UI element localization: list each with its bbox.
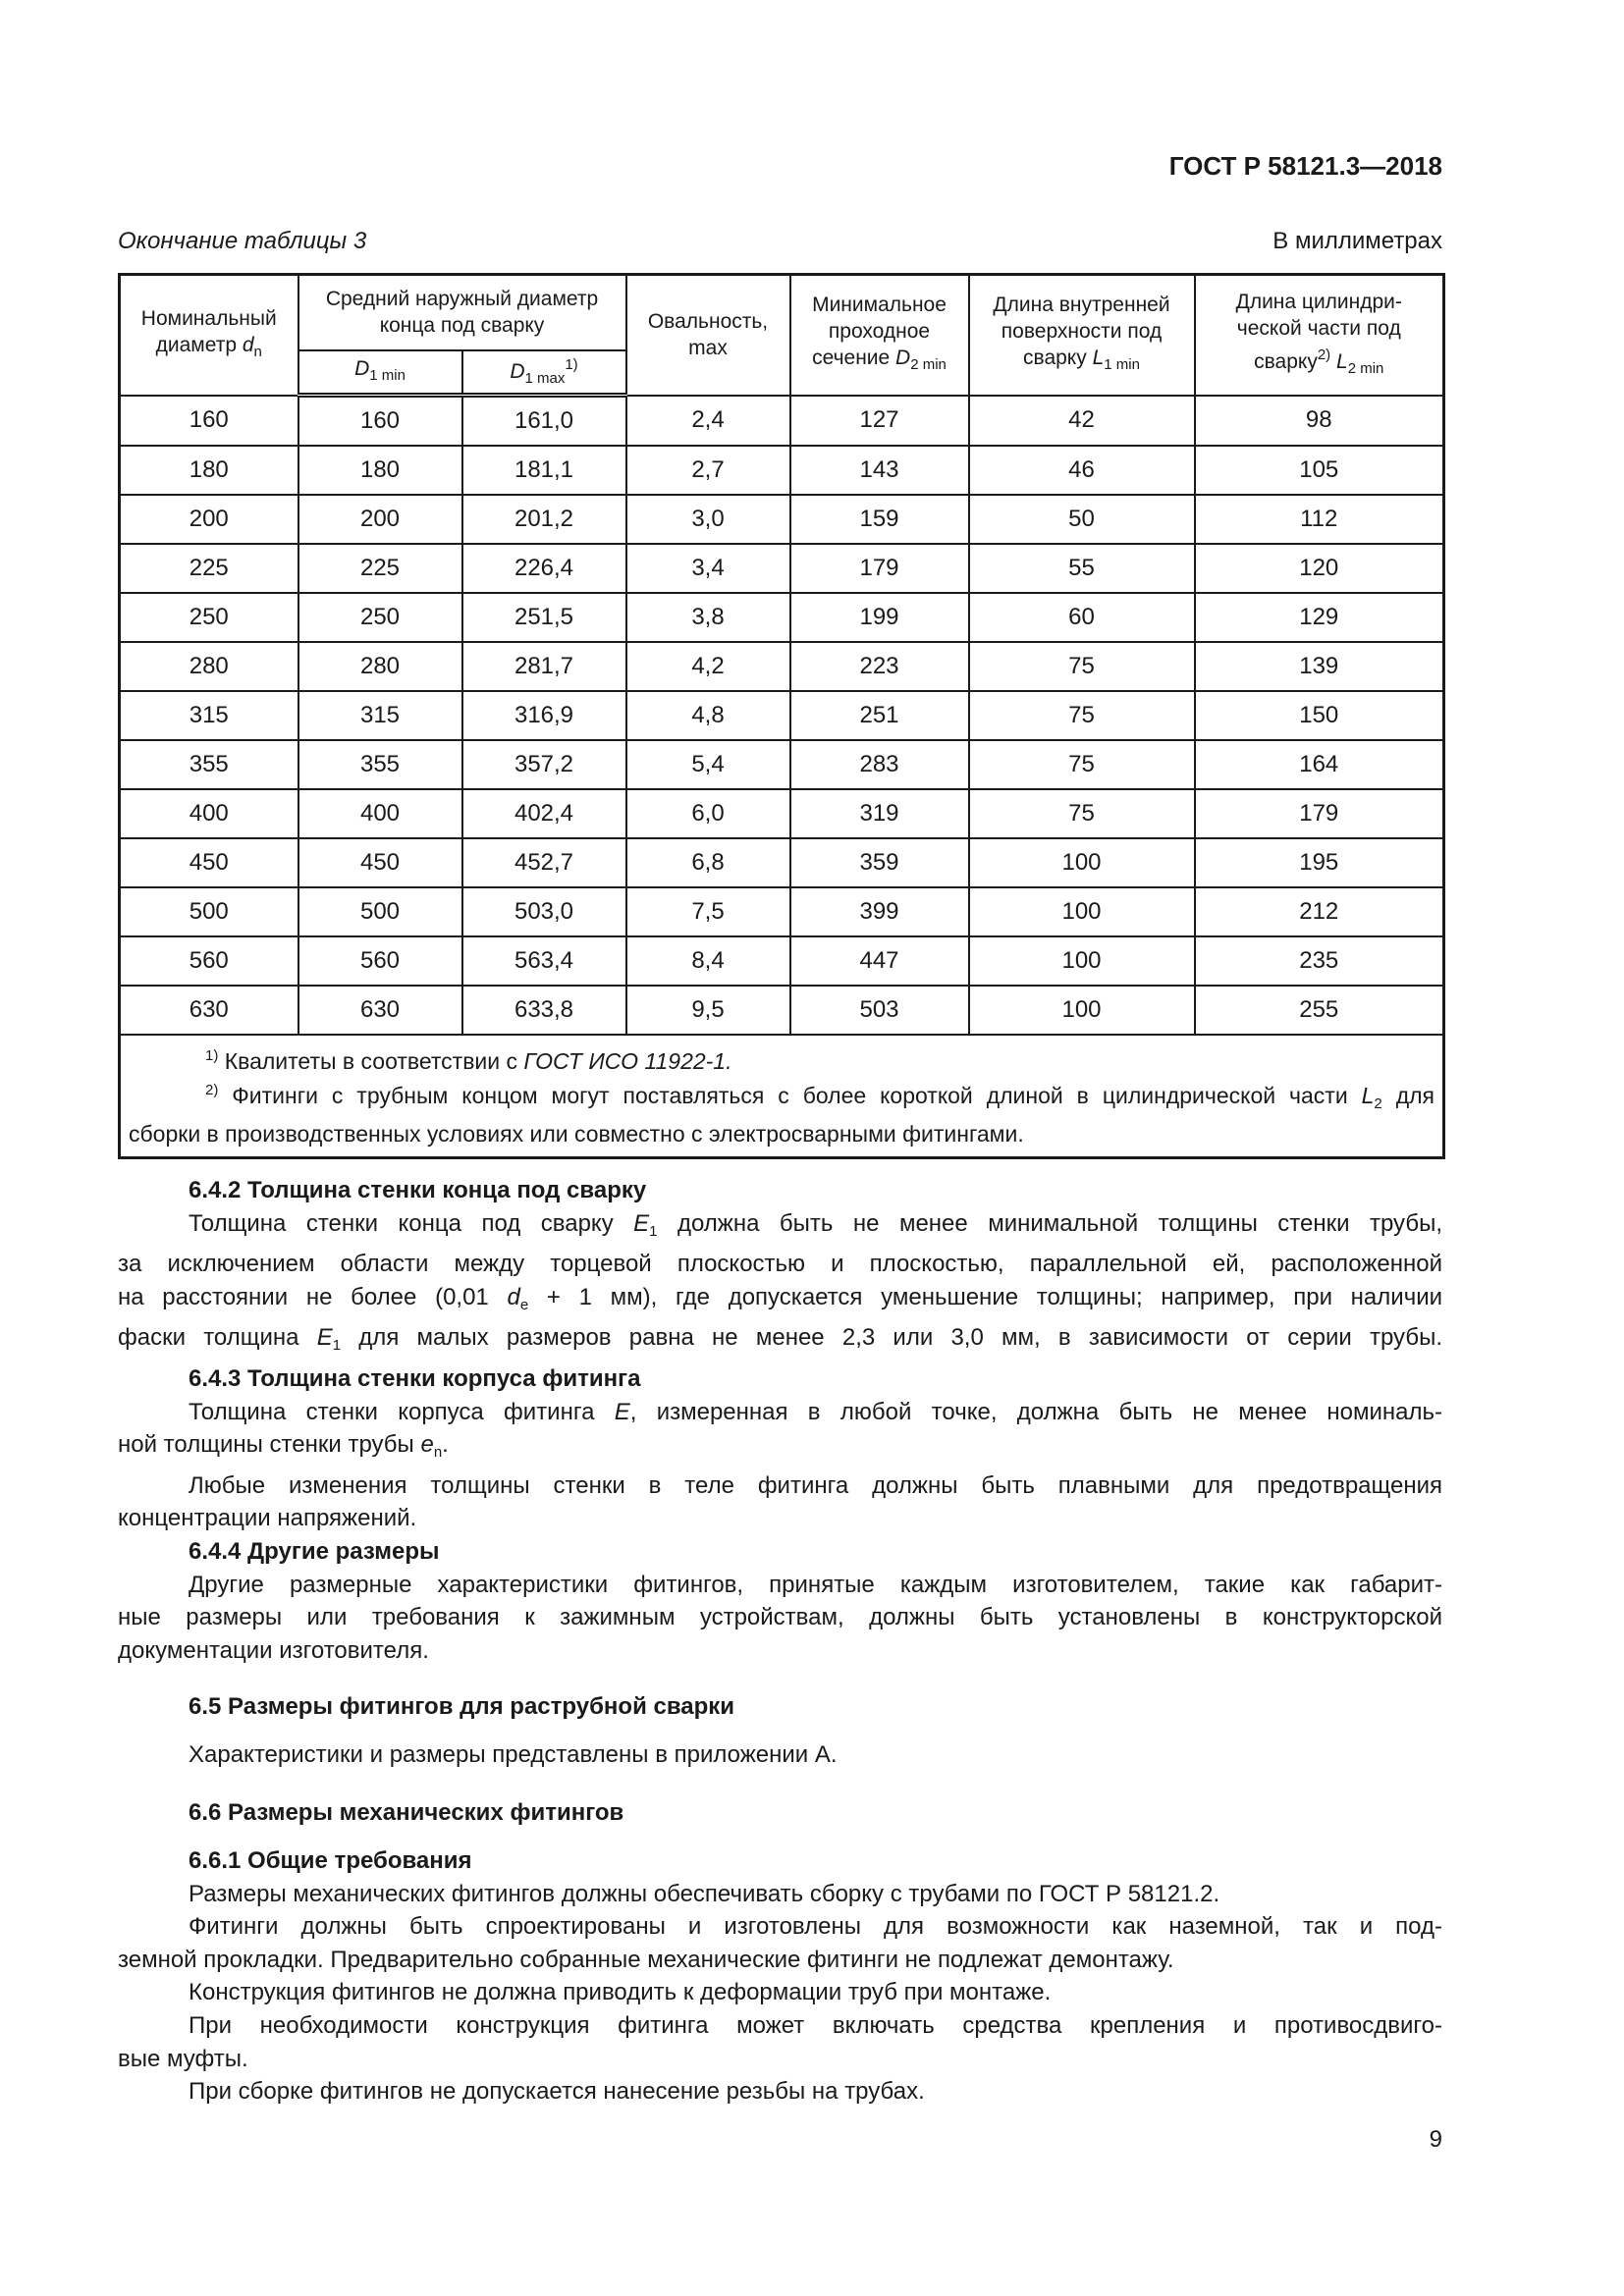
header-ovality: Овальность, max — [626, 275, 790, 396]
table-cell: 315 — [120, 691, 298, 740]
table-cell: 112 — [1195, 495, 1444, 544]
table-cell: 280 — [298, 642, 462, 691]
table-cell: 235 — [1195, 936, 1444, 986]
table-cell: 400 — [298, 789, 462, 838]
table-cell: 180 — [298, 446, 462, 495]
table-cell: 447 — [790, 936, 969, 986]
table-cell: 201,2 — [462, 495, 626, 544]
table-cell: 8,4 — [626, 936, 790, 986]
footnote-1: $^{1)}$ Квалитеты в соответствии с ГОСТ ИСО 11922-1. — [205, 1047, 732, 1074]
table-cell: 150 — [1195, 691, 1444, 740]
table-cell: 250 — [120, 593, 298, 642]
text-line: Размеры механических фитингов должны обеспечивать сборку с трубами по ГОСТ Р 58121.2. — [189, 1880, 1220, 1907]
text-line: Характеристики и размеры представлены в приложении А. — [189, 1740, 838, 1768]
table-cell: 127 — [790, 396, 969, 447]
table-cell: 630 — [120, 986, 298, 1035]
text-line: Толщина стенки конца под сварку $E_1$ должна быть не менее минимальной толщины стенки трубы, — [189, 1209, 1442, 1240]
text-line: Конструкция фитингов не должна приводить к деформации труб при монтаже. — [189, 1979, 1052, 2006]
table-caption: Окончание таблицы 3 — [118, 228, 367, 254]
table-cell: 105 — [1195, 446, 1444, 495]
table-cell: 503,0 — [462, 887, 626, 936]
table-cell: 50 — [969, 495, 1195, 544]
table-row — [120, 740, 1444, 789]
text-line: ной толщины стенки трубы $e_n$. — [118, 1431, 449, 1462]
units-label: В миллиметрах — [1272, 228, 1442, 254]
table-cell: 160 — [120, 396, 298, 447]
table-cell: 159 — [790, 495, 969, 544]
table-cell: 200 — [120, 495, 298, 544]
table-cell: 161,0 — [462, 396, 626, 447]
table-cell: 226,4 — [462, 544, 626, 593]
text-line: на расстоянии не более (0,01 $d_e + 1$ мм), где допускается уменьшение толщины; например, при наличии — [118, 1283, 1443, 1313]
table-cell: 46 — [969, 446, 1195, 495]
footnote-2: $^{2)}$ Фитинги с трубным концом могут поставляться с более короткой длиной в цилиндрической части $L_2$ для — [205, 1082, 1435, 1112]
table-cell: 281,7 — [462, 642, 626, 691]
table-cell: 5,4 — [626, 740, 790, 789]
section-heading-6-6-1: 6.6.1 Общие требования — [189, 1847, 472, 1875]
text-line: При необходимости конструкция фитинга может включать средства крепления и противосдвиго- — [189, 2012, 1442, 2040]
table-cell: 225 — [298, 544, 462, 593]
table-cell: 225 — [120, 544, 298, 593]
table-cell: 400 — [120, 789, 298, 838]
table-row — [120, 495, 1444, 544]
table-cell: 3,0 — [626, 495, 790, 544]
table-cell: 319 — [790, 789, 969, 838]
footnote-2-continued: сборки в производственных условиях или совместно с электросварными фитингами. — [129, 1121, 1024, 1147]
table-cell: 75 — [969, 642, 1195, 691]
table-cell: 42 — [969, 396, 1195, 447]
table-cell: 75 — [969, 789, 1195, 838]
table-cell: 143 — [790, 446, 969, 495]
header-d1-min: $D_{1 min}$ — [298, 350, 462, 396]
text-line: Фитинги должны быть спроектированы и изготовлены для возможности как наземной, так и под- — [189, 1913, 1442, 1941]
table-cell: 180 — [120, 446, 298, 495]
table-cell: 120 — [1195, 544, 1444, 593]
table-cell: 399 — [790, 887, 969, 936]
table-cell: 6,8 — [626, 838, 790, 887]
table-cell: 179 — [790, 544, 969, 593]
text-line: Толщина стенки корпуса фитинга E, измеренная в любой точке, должна быть не менее номиналь- — [189, 1398, 1442, 1425]
table-cell: 560 — [298, 936, 462, 986]
table-cell: 450 — [120, 838, 298, 887]
text-line: земной прокладки. Предварительно собранные механические фитинги не подлежат демонтажу. — [118, 1946, 1174, 1973]
document-body — [118, 1174, 1442, 2109]
text-line: При сборке фитингов не допускается нанесение резьбы на трубах. — [189, 2078, 925, 2106]
table-cell: 450 — [298, 838, 462, 887]
header-d1-max: $D_{1 max}^{1)}$ — [462, 350, 626, 396]
table-row — [120, 446, 1444, 495]
table-row — [120, 691, 1444, 740]
table-row — [120, 642, 1444, 691]
table-cell: 179 — [1195, 789, 1444, 838]
table-cell: 251 — [790, 691, 969, 740]
table-cell: 315 — [298, 691, 462, 740]
table-cell: 139 — [1195, 642, 1444, 691]
table-cell: 355 — [120, 740, 298, 789]
table-row — [120, 789, 1444, 838]
table-cell: 2,7 — [626, 446, 790, 495]
table-cell: 98 — [1195, 396, 1444, 447]
table-cell: 355 — [298, 740, 462, 789]
table-cell: 164 — [1195, 740, 1444, 789]
table-cell: 452,7 — [462, 838, 626, 887]
header-nominal-diameter: Номинальный диаметр $d_n$ — [120, 275, 298, 396]
table-cell: 3,8 — [626, 593, 790, 642]
table-cell: 357,2 — [462, 740, 626, 789]
table-cell: 630 — [298, 986, 462, 1035]
table-cell: 500 — [298, 887, 462, 936]
table-cell: 100 — [969, 887, 1195, 936]
table-cell: 100 — [969, 986, 1195, 1035]
table-cell: 7,5 — [626, 887, 790, 936]
table-cell: 283 — [790, 740, 969, 789]
table-row — [120, 986, 1444, 1035]
table-cell: 223 — [790, 642, 969, 691]
table-cell: 402,4 — [462, 789, 626, 838]
table-cell: 2,4 — [626, 396, 790, 447]
table-cell: 563,4 — [462, 936, 626, 986]
table-cell: 503 — [790, 986, 969, 1035]
table-row — [120, 936, 1444, 986]
text-line: за исключением области между торцевой плоскостью и плоскостью, параллельной ей, расположенной — [118, 1251, 1442, 1278]
table-cell: 250 — [298, 593, 462, 642]
section-heading-6-4-3: 6.4.3 Толщина стенки корпуса фитинга — [189, 1364, 641, 1392]
table-cell: 75 — [969, 691, 1195, 740]
table-cell: 100 — [969, 936, 1195, 986]
table-row — [120, 544, 1444, 593]
table-cell: 4,8 — [626, 691, 790, 740]
table-row — [120, 887, 1444, 936]
table-cell: 255 — [1195, 986, 1444, 1035]
dimensions-table — [118, 273, 1445, 1159]
table-cell: 280 — [120, 642, 298, 691]
table-cell: 200 — [298, 495, 462, 544]
table-cell: 129 — [1195, 593, 1444, 642]
table-cell: 100 — [969, 838, 1195, 887]
table-cell: 500 — [120, 887, 298, 936]
header-inner-length: Длина внутренней поверхности под сварку $L_{1 min}$ — [969, 275, 1195, 396]
section-heading-6-4-2: 6.4.2 Толщина стенки конца под сварку — [189, 1177, 647, 1203]
table-cell: 316,9 — [462, 691, 626, 740]
text-line: вые муфты. — [118, 2045, 248, 2072]
table-cell: 359 — [790, 838, 969, 887]
table-cell: 251,5 — [462, 593, 626, 642]
header-mean-outer-diameter: Средний наружный диаметр конца под сварку — [298, 275, 626, 350]
text-line: фаски толщина $E_1$ для малых размеров равна не менее 2,3 или 3,0 мм, в зависимости от серии трубы. — [118, 1324, 1442, 1355]
table-cell: 60 — [969, 593, 1195, 642]
table-row — [120, 396, 1444, 447]
table-cell: 181,1 — [462, 446, 626, 495]
table-cell: 560 — [120, 936, 298, 986]
table-row — [120, 593, 1444, 642]
section-heading-6-5: 6.5 Размеры фитингов для раструбной сварки — [189, 1693, 735, 1721]
table-cell: 9,5 — [626, 986, 790, 1035]
table-cell: 75 — [969, 740, 1195, 789]
table-cell: 4,2 — [626, 642, 790, 691]
table-cell: 633,8 — [462, 986, 626, 1035]
header-cylinder-length: Длина цилиндри-ческой части под сварку$^{2)}$ $L_{2 min}$ — [1195, 275, 1444, 396]
table-cell: 55 — [969, 544, 1195, 593]
table-cell: 195 — [1195, 838, 1444, 887]
text-line: документации изготовителя. — [118, 1636, 429, 1664]
table-cell: 6,0 — [626, 789, 790, 838]
table-cell: 199 — [790, 593, 969, 642]
text-line: Любые изменения толщины стенки в теле фитинга должны быть плавными для предотвращения — [189, 1471, 1442, 1499]
text-line: Другие размерные характеристики фитингов, принятые каждым изготовителем, такие как габарит- — [189, 1571, 1442, 1598]
document-code: ГОСТ Р 58121.3—2018 — [1168, 151, 1442, 181]
page-number: 9 — [1429, 2126, 1442, 2153]
table-cell: 160 — [298, 396, 462, 447]
table-cell: 3,4 — [626, 544, 790, 593]
table-footnotes — [120, 1035, 1444, 1158]
section-heading-6-4-4: 6.4.4 Другие размеры — [189, 1537, 440, 1565]
text-line: концентрации напряжений. — [118, 1505, 417, 1532]
table-row — [120, 838, 1444, 887]
text-line: ные размеры или требования к зажимным устройствам, должны быть установлены в конструкторской — [118, 1604, 1442, 1631]
section-heading-6-6: 6.6 Размеры механических фитингов — [189, 1798, 624, 1826]
table-cell: 212 — [1195, 887, 1444, 936]
header-min-bore: Минимальное проходное сечение $D_{2 min}$ — [790, 275, 969, 396]
